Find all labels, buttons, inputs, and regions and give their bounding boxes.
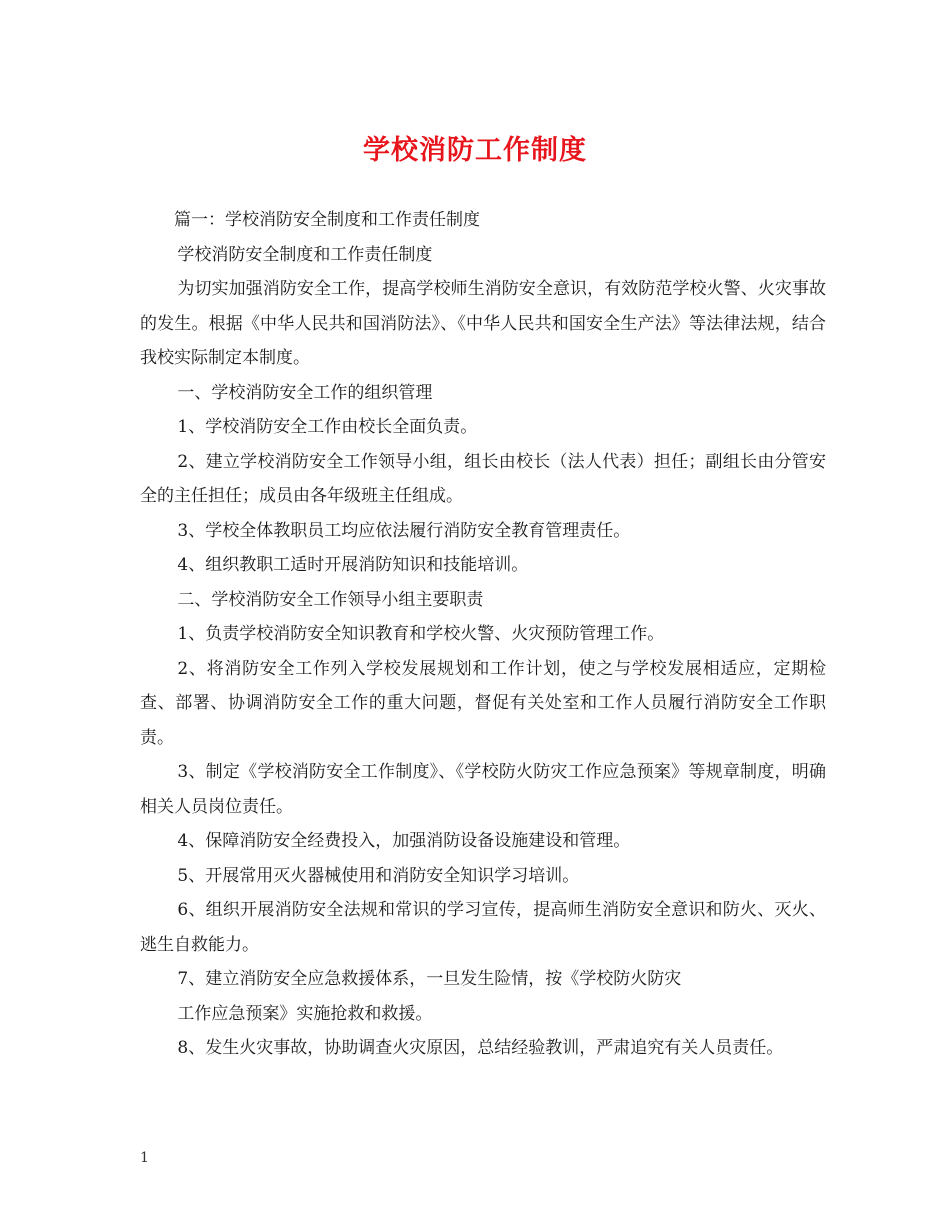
list-item: 1、负责学校消防安全知识教育和学校火警、火灾预防管理工作。 xyxy=(177,624,665,644)
list-item: 6、组织开展消防安全法规和常识的学习宣传，提高师生消防安全意识和防火、灭火、逃生自救能力。 xyxy=(140,900,826,955)
subtitle: 学校消防安全制度和工作责任制度 xyxy=(177,244,433,265)
document-body xyxy=(140,203,826,1066)
list-item: 3、学校全体教职员工均应依法履行消防安全教育管理责任。 xyxy=(177,520,631,541)
list-item: 2、建立学校消防安全工作领导小组，组长由校长（法人代表）担任；副组长由分管安全的主任担任；成员由各年级班主任组成。 xyxy=(140,451,826,506)
document-title: 学校消防工作制度 xyxy=(363,135,587,166)
list-item: 4、保障消防安全经费投入，加强消防设备设施建设和管理。 xyxy=(177,831,631,851)
list-item: 1、学校消防安全工作由校长全面负责。 xyxy=(177,417,478,437)
list-item-continuation: 工作应急预案》实施抢救和救援。 xyxy=(177,1003,433,1024)
list-item: 5、开展常用灭火器械使用和消防安全知识学习培训。 xyxy=(177,865,580,886)
page-number: 1 xyxy=(140,1150,149,1166)
list-item: 7、建立消防安全应急救援体系，一旦发生险情，按《学校防火防灾 xyxy=(177,969,682,989)
list-item: 3、制定《学校消防安全工作制度》、《学校防火防灾工作应急预案》等规章制度，明确相关人员岗位责任。 xyxy=(140,762,826,817)
list-item: 4、组织教职工适时开展消防知识和技能培训。 xyxy=(177,555,529,575)
list-item: 8、发生火灾事故，协助调查火灾原因，总结经验教训，严肃追究有关人员责任。 xyxy=(177,1038,784,1058)
section-heading: 二、学校消防安全工作领导小组主要职责 xyxy=(177,589,484,610)
section-heading: 篇一：学校消防安全制度和工作责任制度 xyxy=(174,210,480,230)
section-heading: 一、学校消防安全工作的组织管理 xyxy=(177,382,433,403)
paragraph: 为切实加强消防安全工作，提高学校师生消防安全意识，有效防范学校火警、火灾事故的发生。根据《中华人民共和国消防法》、《中华人民共和国安全生产法》等法律法规，结合我校实际制定本制度。 xyxy=(140,279,826,368)
list-item: 2、将消防安全工作列入学校发展规划和工作计划，使之与学校发展相适应，定期检查、部署、协调消防安全工作的重大问题，督促有关处室和工作人员履行消防安全工作职责。 xyxy=(140,658,826,748)
